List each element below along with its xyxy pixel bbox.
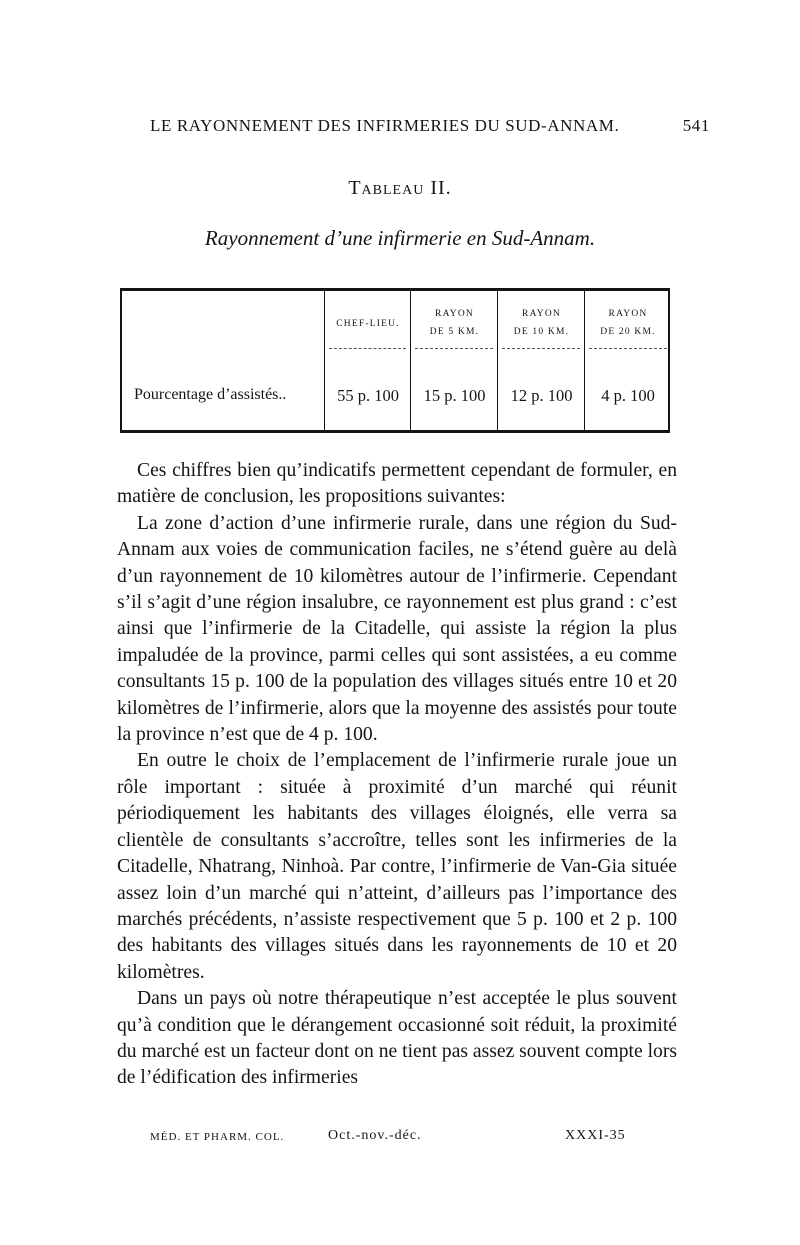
header-rayon-5km-text: RAYON DE 5 KM. [429, 309, 480, 337]
paragraph: La zone d’action d’une infirmerie rurale, dans une région du Sud-Annam aux voies de communication faciles, ne s’étend guère au delà d’un rayonnement de 10 kilomètres autour de l’infirmerie. Cependant s’il s’agit d’une région insalubre, ce rayonnement est plus grand : c’est ainsi que l’infirmerie de la Citadelle, qui assiste la région la plus impaludée de la province, parmi celles qui sont assistées, a eu comme consultants 15 p. 100 de la population des villages situés entre 10 et 20 kilomètres de l’infirmerie, alors que la moyenne des assistés pour toute la province n’est que de 4 p. 100. [117, 512, 677, 746]
paragraph: Dans un pays où notre thérapeutique n’est acceptée le plus souvent qu’à condition que le dérangement occasionné soit réduit, la proximité du marché est un facteur dont on ne tient pas assez souvent compte lors de l’édification des infirmeries [117, 988, 677, 1089]
column-divider [324, 291, 325, 430]
row-label: Pourcentage d’assistés.. [134, 386, 287, 403]
table-label: Tableau II. [348, 177, 452, 199]
table-caption: Rayonnement d’une infirmerie en Sud-Annam. [204, 226, 596, 250]
footer-issue: Oct.-nov.-déc. [328, 1128, 422, 1143]
header-rayon-10km [499, 305, 584, 341]
cell-rayon-10km: 12 p. 100 [510, 386, 573, 405]
header-rayon-20km [586, 305, 670, 341]
header-rule [502, 348, 580, 349]
data-table [120, 288, 670, 433]
footer-signature: XXXI-35 [565, 1128, 626, 1143]
header-rule [415, 348, 493, 349]
header-rayon-5km [412, 305, 497, 341]
paragraph: En outre le choix de l’emplacement de l’infirmerie rurale joue un rôle important : située à proximité d’un marché qui réunit périodiquement les habitants des villages éloignés, elle verra sa clientèle de consultants s’accroître, telles sont les infirmeries de la Citadelle, Nhatrang, Ninhoà. Par contre, l’infirmerie de Van-Gia située assez loin d’un marché qui n’atteint, d’ailleurs pas l’importance des marchés précédents, n’assiste respectivement que 5 p. 100 et 2 p. 100 des habitants des villages situés dans les rayonnements de 10 et 20 kilomètres. [117, 750, 677, 983]
cell-chef-lieu: 55 p. 100 [337, 386, 399, 405]
header-rule [329, 348, 406, 349]
running-title: LE RAYONNEMENT DES INFIRMERIES DU SUD-ANNAM. [150, 116, 620, 135]
column-divider [410, 291, 411, 430]
cell-rayon-20km: 4 p. 100 [601, 386, 655, 405]
page-number: 541 [682, 116, 710, 135]
paragraph: Ces chiffres bien qu’indicatifs permettent cependant de formuler, en matière de conclusion, les propositions suivantes: [117, 460, 677, 508]
body-text [117, 458, 677, 1092]
header-chef-lieu [326, 315, 410, 333]
header-rayon-20km-text: RAYON DE 20 KM. [600, 309, 656, 337]
header-rayon-10km-text: RAYON DE 10 KM. [513, 309, 570, 337]
column-divider [584, 291, 585, 430]
column-divider [497, 291, 498, 430]
cell-rayon-5km: 15 p. 100 [423, 386, 486, 405]
footer-journal: MÉD. ET PHARM. COL. [150, 1131, 285, 1143]
header-rule [589, 348, 667, 349]
header-chef-lieu-text: CHEF-LIEU. [336, 319, 400, 329]
